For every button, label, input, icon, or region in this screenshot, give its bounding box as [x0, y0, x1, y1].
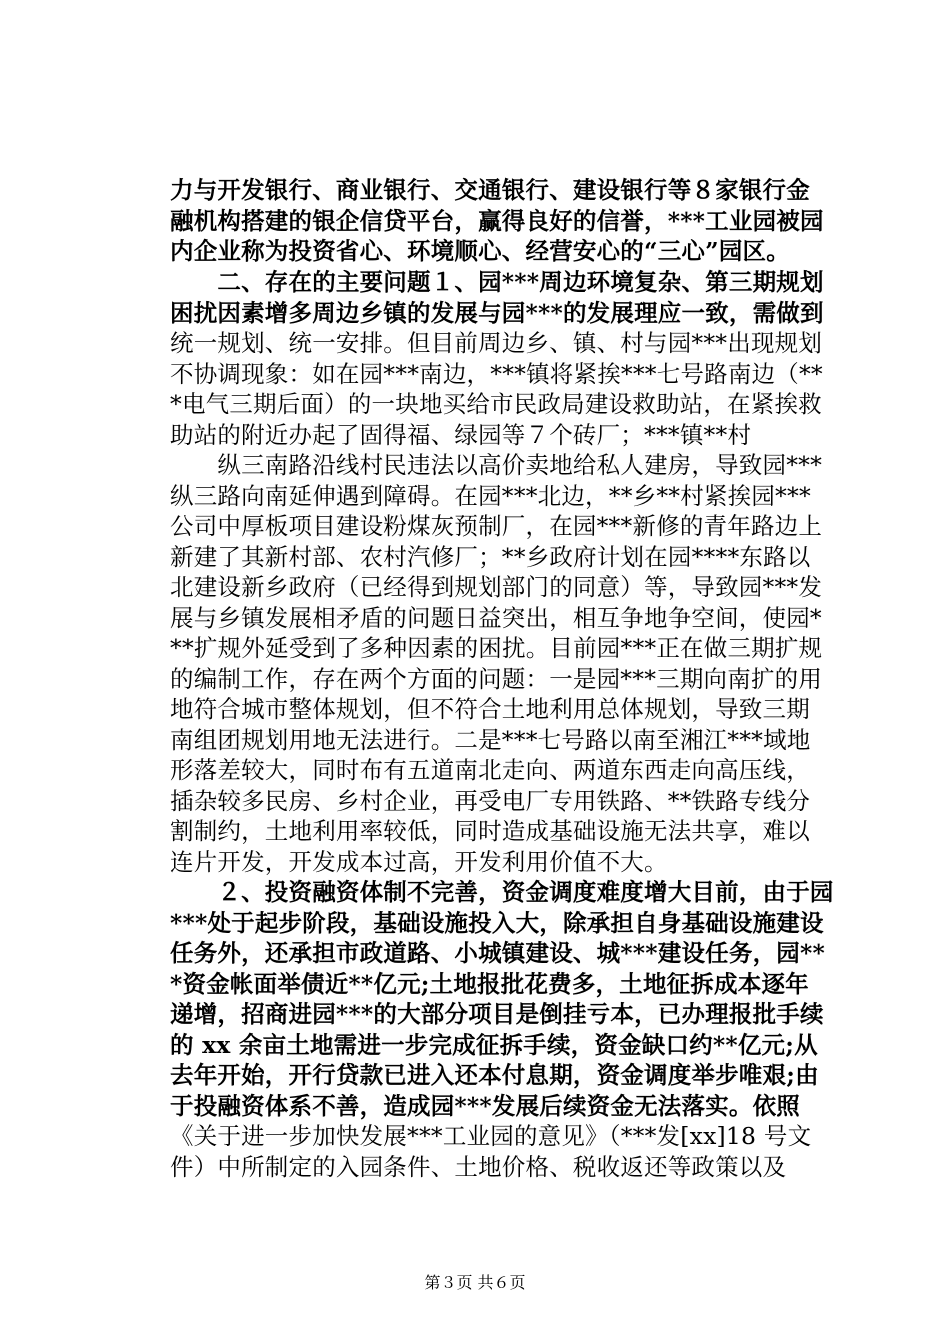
text-line: 去年开始，开行贷款已进入还本付息期，资金调度举步唯艰;由 [170, 1061, 819, 1089]
section-heading-line: ２、投资融资体制不完善，资金调度难度增大目前，由于园 [170, 878, 834, 906]
text-line: 的编制工作，存在两个方面的问题：一是园***三期向南扩的用 [170, 664, 823, 693]
text-line: 公司中厚板项目建设粉煤灰预制厂，在园***新修的青年路边上 [170, 512, 823, 540]
text-line: 插杂较多民房、乡村企业，再受电厂专用铁路、**铁路专线分 [170, 786, 811, 815]
page-number-footer: 第３页 共６页 [424, 1273, 526, 1292]
text-line: 南组团规划用地无法进行。二是***七号路以南至湘江***域地 [170, 725, 811, 754]
text-line: 割制约，土地利用率较低，同时造成基础设施无法共享，难以 [170, 817, 810, 845]
paragraph-financing [170, 877, 834, 1182]
text-line: 任务外，还承担市政道路、小城镇建设、城***建设任务，园** [170, 939, 825, 967]
text-line: 内企业称为投资省心、环境顺心、经营安心的“三心”园区。 [170, 237, 790, 265]
paragraph-surroundings [170, 450, 823, 877]
text-line: 力与开发银行、商业银行、交通银行、建设银行等８家银行金 [170, 176, 810, 204]
text-line: 于投融资体系不善，造成园***发展后续资金无法落实。依照 [170, 1091, 800, 1120]
text-line: 的 xx 余亩土地需进一步完成征拆手续，资金缺口约**亿元;从 [170, 1030, 818, 1059]
text-line: 形落差较大，同时布有五道南北走向、两道东西走向高压线， [170, 756, 810, 784]
paragraph-main-problems [170, 267, 824, 450]
text-line: 连片开发，开发成本过高，开发利用价值不大。 [170, 847, 668, 876]
text-line: 件）中所制定的入园条件、土地价格、税收返还等政策以及 [170, 1152, 787, 1181]
text-line: 助站的附近办起了固得福、绿园等７个砖厂；***镇**村 [170, 420, 752, 449]
text-line: 地符合城市整体规划，但不符合土地利用总体规划，导致三期 [170, 695, 810, 723]
text-line: 纵三南路沿线村民违法以高价卖地给私人建房，导致园*** [170, 451, 823, 479]
text-line: *资金帐面举债近**亿元;土地报批花费多，土地征拆成本逐年 [170, 969, 809, 998]
text-line: 不协调现象：如在园***南边，***镇将紧挨***七号路南边（** [170, 359, 823, 388]
text-line: 融机构搭建的银企信贷平台，赢得良好的信誉，***工业园被园 [170, 206, 824, 235]
text-line: 纵三路向南延伸遇到障碍。在园***北边，**乡**村紧挨园*** [170, 481, 811, 510]
text-line: 《关于进一步加快发展***工业园的意见》（***发[xx]18 号文 [170, 1122, 812, 1150]
text-line: 统一规划、统一安排。但目前周边乡、镇、村与园***出现规划 [170, 329, 823, 357]
text-line: 展与乡镇发展相矛盾的问题日益突出，相互争地争空间，使园* [170, 603, 822, 632]
text-line: **扩规外延受到了多种因素的困扰。目前园***正在做三期扩规 [170, 634, 823, 662]
paragraph-intro [170, 175, 824, 267]
text-line: *电气三期后面）的一块地买给市民政局建设救助站，在紧挨救 [170, 390, 822, 418]
text-line: 困扰因素增多周边乡镇的发展与园***的发展理应一致，需做到 [170, 298, 824, 327]
text-line: 新建了其新村部、农村汽修厂；**乡政府计划在园****东路以 [170, 542, 811, 571]
text-line: ***处于起步阶段，基础设施投入大，除承担自身基础设施建设 [170, 908, 824, 937]
text-line: 北建设新乡政府（已经得到规划部门的同意）等，导致园***发 [170, 573, 823, 601]
section-heading-line: 二、存在的主要问题１、园***周边环境复杂、第三期规划 [170, 268, 824, 296]
text-line: 递增，招商进园***的大部分项目是倒挂亏本，已办理报批手续 [170, 1000, 824, 1028]
